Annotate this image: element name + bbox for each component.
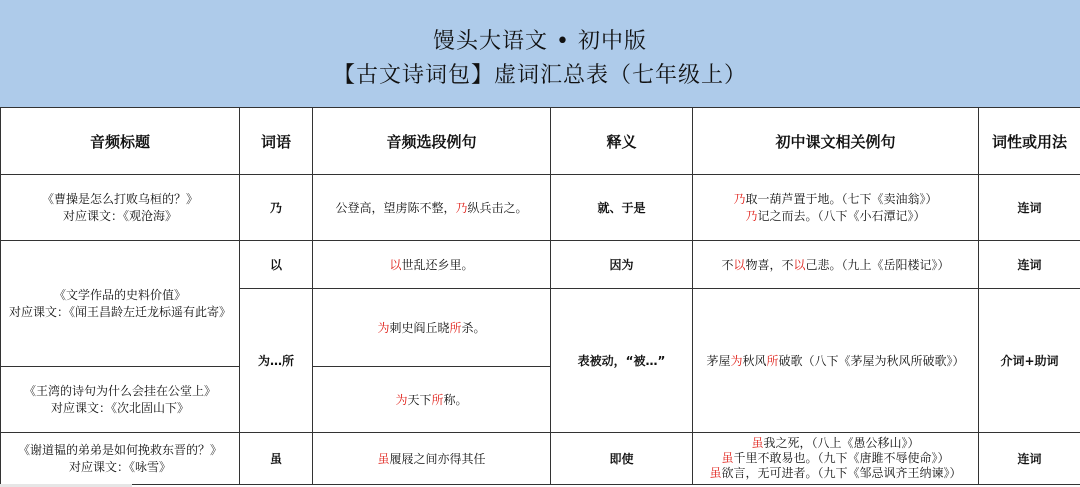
related-example-cell: 虽我之死，（八上《愚公移山》） 虽千里不敢易也。（九下《唐雎不辱使命》） 虽欲言，无可进者。（九下《邹忌讽齐王纳谏》） (693, 433, 979, 485)
audio-title: 《谢道韫的弟弟是如何挽救东晋的？》 (17, 442, 222, 457)
highlight-word: 以 (733, 258, 746, 272)
audio-title-cell (1, 433, 240, 485)
header-usage: 词性或用法 (979, 108, 1080, 175)
meaning-cell: 表被动，“被…” (551, 289, 693, 433)
highlight-word: 为 (395, 393, 408, 407)
audio-example-cell: 为天下所称。 (313, 367, 551, 433)
function-words-table (0, 107, 1080, 485)
header-meaning: 释义 (551, 108, 693, 175)
word-cell: 以 (240, 241, 313, 289)
table-row (1, 175, 1080, 241)
highlight-word: 虽 (751, 436, 764, 450)
highlight-word: 所 (431, 393, 444, 407)
usage-cell: 连词 (979, 241, 1080, 289)
usage-cell: 介词+助词 (979, 289, 1080, 433)
audio-example-cell: 为刺史阎丘晓所杀。 (313, 289, 551, 367)
usage-cell: 连词 (979, 175, 1080, 241)
audio-title: 《文学作品的史料价值》 (53, 287, 186, 302)
word-cell: 虽 (240, 433, 313, 485)
highlight-word: 以 (793, 258, 806, 272)
usage-cell: 连词 (979, 433, 1080, 485)
word-cell: 为…所 (240, 289, 313, 433)
page-title: 馒头大语文 • 初中版 (433, 29, 647, 54)
header-related-example: 初中课文相关例句 (693, 108, 979, 175)
audio-title-cell (1, 241, 240, 367)
related-example-cell: 乃取一葫芦置于地。（七下《卖油翁》） 乃记之而去。（八下《小石潭记》） (693, 175, 979, 241)
course-text: 对应课文：《观沧海》 (62, 208, 177, 223)
highlight-word: 乃 (733, 191, 746, 206)
header-audio-title: 音频标题 (1, 108, 240, 175)
highlight-word: 为 (730, 354, 743, 368)
course-text: 对应课文：《次北固山下》 (50, 400, 189, 415)
table-row (1, 241, 1080, 289)
header-audio-example: 音频选段例句 (313, 108, 551, 175)
meaning-cell: 因为 (551, 241, 693, 289)
audio-example-cell: 以世乱还乡里。 (313, 241, 551, 289)
audio-example-cell: 虽履屐之间亦得其任 (313, 433, 551, 485)
course-text: 对应课文：《咏雪》 (68, 459, 171, 474)
page-subtitle: 【古文诗词包】虚词汇总表（七年级上） (332, 63, 747, 88)
title-banner (0, 0, 1080, 108)
highlight-word: 为 (377, 321, 390, 335)
meaning-cell: 就、于是 (551, 175, 693, 241)
audio-title: 《王湾的诗句为什么会挂在公堂上》 (23, 383, 216, 398)
highlight-word: 虽 (709, 466, 722, 480)
related-example-cell: 茅屋为秋风所破歌（八下《茅屋为秋风所破歌》） (693, 289, 979, 433)
meaning-cell: 即使 (551, 433, 693, 485)
table-row (1, 433, 1080, 485)
audio-example-cell: 公登高，望虏陈不整，乃纵兵击之。 (313, 175, 551, 241)
word-cell: 乃 (240, 175, 313, 241)
audio-title-cell (1, 367, 240, 433)
highlight-word: 乃 (455, 201, 468, 215)
audio-title: 《曹操是怎么打败乌桓的？》 (41, 191, 198, 206)
audio-title-cell (1, 175, 240, 241)
highlight-word: 所 (449, 321, 462, 335)
highlight-word: 以 (389, 258, 402, 272)
header-word: 词语 (240, 108, 313, 175)
header-row (1, 108, 1080, 175)
highlight-word: 虽 (721, 451, 734, 465)
related-example-cell: 不以物喜，不以己悲。（九上《岳阳楼记》） (693, 241, 979, 289)
course-text: 对应课文：《闻王昌龄左迁龙标遥有此寄》 (8, 304, 231, 319)
highlight-word: 乃 (745, 208, 758, 223)
highlight-word: 所 (766, 354, 779, 368)
highlight-word: 虽 (377, 452, 390, 466)
